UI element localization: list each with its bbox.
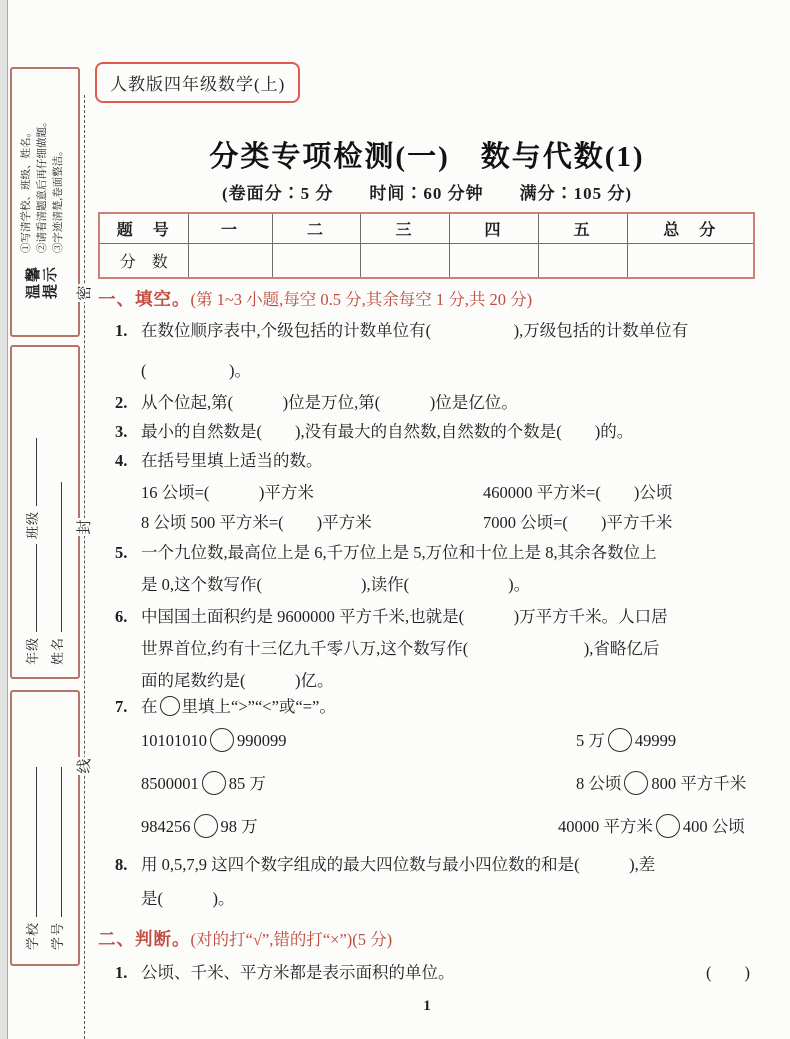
edition-badge: 人教版四年级数学(上): [95, 62, 300, 103]
score-header-total: 总 分: [627, 213, 754, 244]
q6-line2: 世界首位,约有十三亿九千零八万,这个数写作( ),省略亿后: [141, 639, 660, 658]
q4-row2: [141, 512, 756, 534]
q7-row3: [141, 814, 756, 838]
tip-line-2: ②请看清题意后再仔细做题。: [36, 116, 48, 253]
section2-q1-number: 1.: [115, 963, 128, 982]
q7-row2-right-a: 8 公顷: [576, 774, 622, 793]
score-header-5: 五: [538, 213, 627, 244]
tips-lines: [19, 117, 68, 254]
score-header-qnum: 题 号: [99, 213, 188, 244]
q4-line1: [115, 450, 323, 472]
school-blank: [25, 767, 37, 917]
q1-text: 在数位顺序表中,个级包括的计数单位有( ),万级包括的计数单位有: [141, 321, 689, 340]
q8-line1: [115, 854, 655, 876]
q7-intro-post: 里填上“>”“<”或“=”。: [181, 697, 336, 716]
page-edge-strip: [0, 0, 8, 1039]
q8-number: 8.: [115, 855, 128, 874]
q6-line3: 面的尾数约是( )亿。: [141, 671, 334, 690]
q8-line2: 是( )。: [141, 889, 235, 908]
q7-row1-left-a: 10101010: [141, 731, 207, 750]
q7-row1: [141, 728, 756, 752]
q6-text: 中国国土面积约是 9600000 平方千米,也就是( )万平方千米。人口居: [141, 607, 668, 626]
q6-number: 6.: [115, 607, 128, 626]
student-id-label: 学号: [50, 921, 65, 950]
q8-text: 用 0,5,7,9 这四个数字组成的最大四位数与最小四位数的和是( ),差: [141, 855, 656, 874]
student-name-line: [45, 347, 70, 665]
q7-row3-left-b: 98 万: [220, 817, 258, 836]
section2-heading-rest: (对的打“√”,错的打“×”)(5 分): [190, 930, 393, 949]
q4-row2-left: 8 公顷 500 平方米=( )平方米: [141, 513, 372, 532]
q3-line1: [115, 421, 633, 443]
section2-q1-text: 公顷、千米、平方米都是表示面积的单位。: [141, 963, 455, 982]
section2-q1-answer-blank: ( ): [706, 963, 750, 982]
seal-char-mi: 密: [77, 285, 93, 301]
q2-text: 从个位起,第( )位是万位,第( )位是亿位。: [141, 393, 518, 412]
comparison-circle: [194, 814, 218, 838]
comparison-circle: [210, 728, 234, 752]
q7-row1-left-b: 990099: [237, 731, 287, 750]
blank-circle-icon: [160, 696, 180, 716]
student-id-blank: [50, 767, 62, 917]
grade-class-line: [20, 347, 45, 665]
q5-line1: [115, 542, 657, 564]
q7-row3-left-a: 984256: [141, 817, 191, 836]
tips-box-content: [12, 69, 74, 335]
page-number: 1: [423, 998, 431, 1014]
q5-number: 5.: [115, 543, 128, 562]
section2-q1: [115, 962, 756, 984]
page-title: 分类专项检测(一) 数与代数(1): [209, 141, 645, 173]
score-row-label: 分 数: [99, 244, 188, 279]
q4-row1-left: 16 公顷=( )平方米: [141, 483, 314, 502]
q7-row2-right-b: 800 平方千米: [651, 774, 747, 793]
school-box: [10, 690, 80, 966]
q1-line1: [115, 320, 688, 342]
q4-row1-right: 460000 平方米=( )公顷: [483, 483, 673, 502]
section2-heading-bold: 二、判断。: [98, 929, 191, 949]
section1-heading: [98, 288, 532, 311]
comparison-circle: [608, 728, 632, 752]
tip-line-1: ①写清学校、班级、姓名。: [20, 127, 32, 253]
student-name-blank: [50, 482, 62, 632]
q5-text: 一个九位数,最高位上是 6,千万位上是 5,万位和十位上是 8,其余各数位上: [141, 543, 657, 562]
q4-row2-right: 7000 公顷=( )平方千米: [483, 513, 673, 532]
school-label: 学校: [25, 921, 40, 950]
school-line: [20, 692, 45, 950]
class-name-box: [10, 345, 80, 679]
class-label: 班级: [25, 510, 40, 539]
q7-row1-right-a: 5 万: [576, 731, 605, 750]
score-header-4: 四: [449, 213, 538, 244]
seal-char-xian: 线: [77, 758, 93, 774]
q3-text: 最小的自然数是( ),没有最大的自然数,自然数的个数是( )的。: [141, 422, 634, 441]
q1-number: 1.: [115, 321, 128, 340]
q7-row2-right: [576, 771, 746, 795]
class-name-box-content: [12, 347, 78, 677]
q7-intro-pre: 在: [141, 697, 158, 716]
section2-heading: [98, 928, 392, 951]
q7-number: 7.: [115, 697, 128, 716]
q1-line2: ( )。: [141, 361, 251, 380]
q7-intro: [115, 696, 336, 718]
exam-body: [98, 0, 756, 1039]
q7-row3-right-a: 40000 平方米: [558, 817, 653, 836]
comparison-circle: [202, 771, 226, 795]
page-subtitle: (卷面分∶5 分 时间∶60 分钟 满分∶105 分): [221, 184, 633, 203]
q4-number: 4.: [115, 451, 128, 470]
tips-label: 温馨提示: [26, 264, 59, 299]
section1-heading-bold: 一、填空。: [98, 289, 191, 309]
comparison-circle: [624, 771, 648, 795]
seal-char-feng: 封: [77, 519, 93, 535]
q7-row2-left-b: 85 万: [228, 774, 266, 793]
comparison-circle: [656, 814, 680, 838]
score-header-1: 一: [188, 213, 272, 244]
q5-line2: 是 0,这个数写作( ),读作( )。: [141, 575, 531, 594]
score-header-3: 三: [360, 213, 449, 244]
q7-row1-right: [576, 728, 676, 752]
q2-line1: [115, 392, 518, 414]
tip-line-3: ③字迹清楚,卷面整洁。: [53, 145, 65, 253]
q7-row3-right: [558, 814, 745, 838]
q6-line1: [115, 606, 668, 628]
q7-row2-left-a: 8500001: [141, 774, 199, 793]
tips-box: [10, 67, 80, 337]
student-name-label: 姓名: [50, 636, 65, 665]
section1-heading-rest: (第 1~3 小题,每空 0.5 分,其余每空 1 分,共 20 分): [190, 290, 533, 309]
q3-number: 3.: [115, 422, 128, 441]
school-box-content: [12, 692, 78, 964]
q7-row1-right-b: 49999: [634, 731, 677, 750]
q7-row3-right-b: 400 公顷: [682, 817, 745, 836]
grade-blank: [25, 544, 37, 632]
q4-text: 在括号里填上适当的数。: [141, 451, 323, 470]
student-id-line: [45, 692, 70, 950]
grade-label: 年级: [25, 636, 40, 665]
class-blank: [25, 438, 37, 506]
q2-number: 2.: [115, 393, 128, 412]
q4-row1: [141, 482, 756, 504]
q7-row2: [141, 771, 756, 795]
score-header-2: 二: [272, 213, 360, 244]
seal-dashed-line: [84, 95, 85, 1039]
